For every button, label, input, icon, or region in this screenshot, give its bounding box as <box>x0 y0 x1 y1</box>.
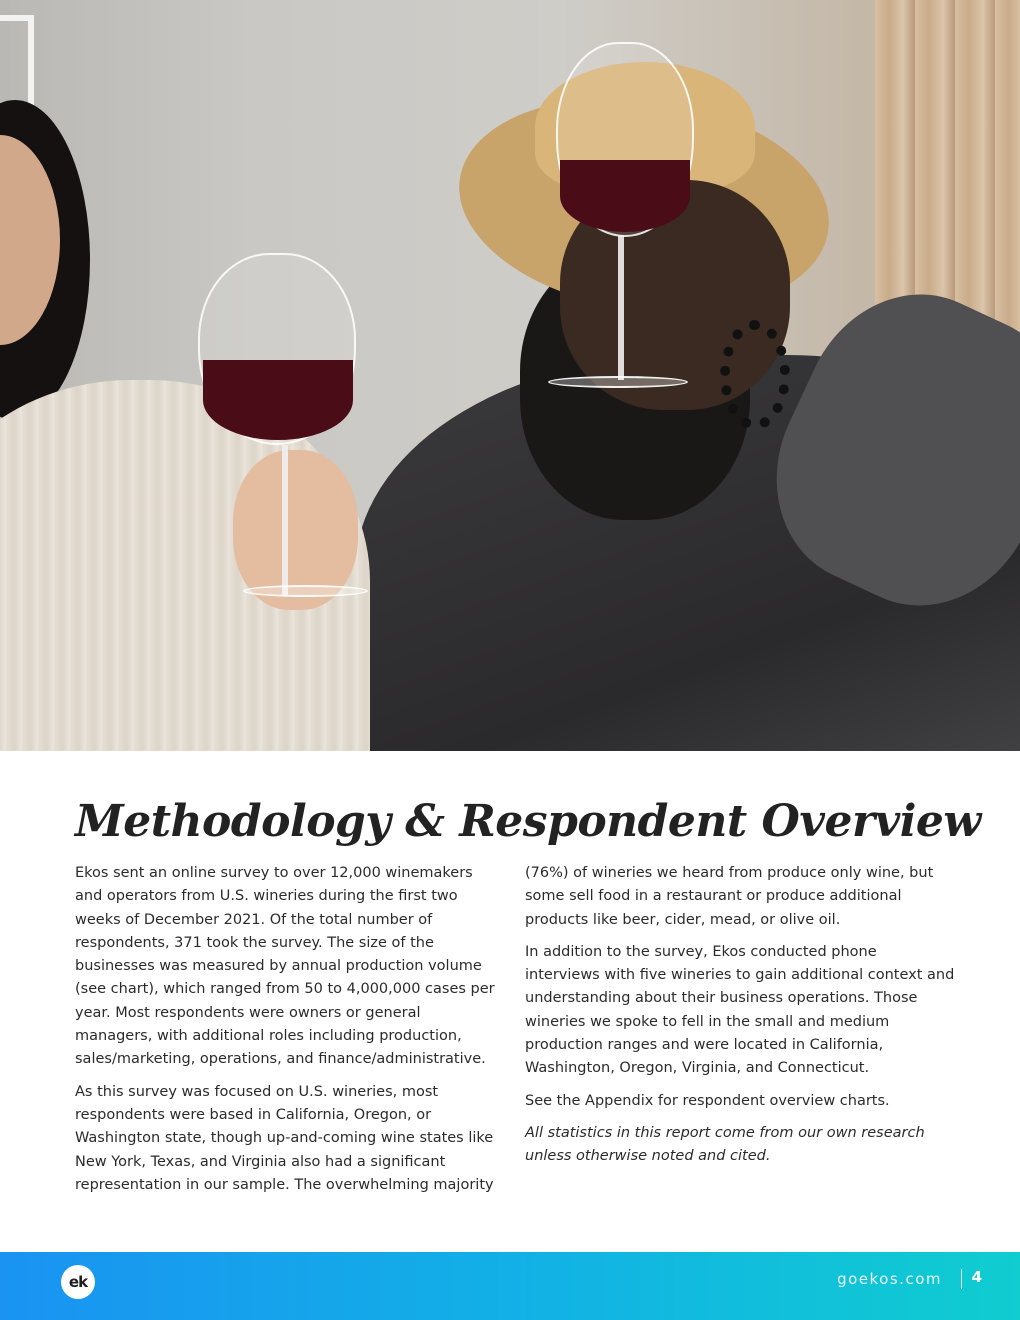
glass-foot-right <box>548 376 688 388</box>
left-column <box>75 862 495 1206</box>
footer-divider <box>961 1269 962 1289</box>
right-column <box>525 862 955 1178</box>
page-title: Methodology & Respondent Overview <box>75 796 981 847</box>
paragraph-appendix: See the Appendix for respondent overview charts. <box>525 1092 890 1109</box>
ekos-logo-icon: ek <box>61 1265 95 1299</box>
bead-bracelet <box>720 320 790 430</box>
paragraph-statistics-note: All statistics in this report come from our own research unless otherwise noted and cited. <box>525 1124 925 1165</box>
wine-left <box>203 360 353 440</box>
website-link[interactable]: goekos.com <box>837 1270 942 1288</box>
paragraph-products: (76%) of wineries we heard from produce only wine, but some sell food in a restaurant or produce additional products like beer, cider, mead, or olive oil. <box>525 865 934 928</box>
paragraph-interviews: In addition to the survey, Ekos conducted phone interviews with five wineries to gain additional context and understanding about their business operations. Those wineries we spoke to fell in the small and medium production ranges and were located in California, Washington, Oregon, Virginia, and Connecticut. <box>525 943 955 1077</box>
page-number: 4 <box>971 1268 982 1286</box>
glass-foot-left <box>243 585 368 597</box>
footer-bar <box>0 1252 1020 1320</box>
glass-stem-right <box>618 235 624 380</box>
paragraph-survey: Ekos sent an online survey to over 12,000 winemakers and operators from U.S. wineries during the first two weeks of December 2021. Of the total number of respondents, 371 took the survey. The size of the businesses was measured by annual production volume (see chart), which ranged from 50 to 4,000,000 cases per year. Most respondents were owners or general managers, with additional roles including production, sales/marketing, operations, and finance/administrative. <box>75 865 495 1068</box>
glass-stem-left <box>282 445 288 595</box>
wine-right <box>560 160 690 232</box>
paragraph-location: As this survey was focused on U.S. wineries, most respondents were based in California, Oregon, or Washington state, though up-and-coming wine states like New York, Texas, and Virginia also had a significant representation in our sample. The overwhelming majority <box>75 1083 494 1193</box>
